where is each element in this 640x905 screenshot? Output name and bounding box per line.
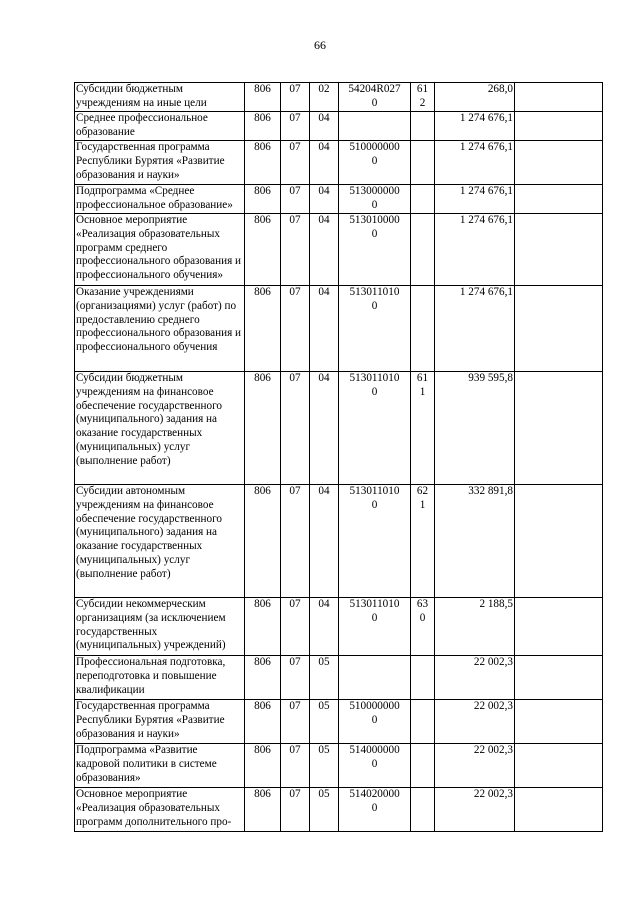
row-amount: 939 595,8 [435, 372, 515, 485]
row-extra [515, 112, 603, 141]
row-name: Среднее профессиональное образование [75, 112, 245, 141]
row-type-code: 61 2 [411, 83, 435, 112]
row-subsection-code: 04 [310, 598, 339, 656]
table-row [75, 214, 603, 286]
row-section-code: 07 [281, 141, 310, 185]
row-name: Подпрограмма «Развитие кадровой политики в системе образования» [75, 744, 245, 788]
table-row [75, 372, 603, 485]
row-section-code: 07 [281, 185, 310, 214]
row-amount: 332 891,8 [435, 485, 515, 598]
row-extra [515, 286, 603, 372]
row-amount: 1 274 676,1 [435, 286, 515, 372]
row-target-code: 513000000 0 [339, 185, 411, 214]
row-section-code: 07 [281, 700, 310, 744]
row-amount: 1 274 676,1 [435, 185, 515, 214]
row-section-code: 07 [281, 788, 310, 832]
row-target-code: 513010000 0 [339, 214, 411, 286]
row-target-code: 510000000 0 [339, 141, 411, 185]
row-name: Субсидии бюджетным учреждениям на финансовое обеспечение государственного (муниципального) задания на оказание государственных (муниципальных) услуг (выполнение работ) [75, 372, 245, 485]
row-type-code [411, 286, 435, 372]
row-ministry-code: 806 [245, 214, 281, 286]
row-section-code: 07 [281, 112, 310, 141]
row-target-code: 514000000 0 [339, 744, 411, 788]
row-ministry-code: 806 [245, 372, 281, 485]
table-row [75, 656, 603, 700]
row-subsection-code: 05 [310, 788, 339, 832]
row-subsection-code: 04 [310, 286, 339, 372]
budget-table [74, 82, 603, 832]
row-type-code [411, 700, 435, 744]
row-name: Субсидии бюджетным учреждениям на иные цели [75, 83, 245, 112]
row-extra [515, 788, 603, 832]
row-extra [515, 214, 603, 286]
table-row [75, 141, 603, 185]
row-section-code: 07 [281, 286, 310, 372]
row-section-code: 07 [281, 83, 310, 112]
row-ministry-code: 806 [245, 83, 281, 112]
row-subsection-code: 04 [310, 141, 339, 185]
row-type-code [411, 141, 435, 185]
table-row [75, 598, 603, 656]
row-type-code: 61 1 [411, 372, 435, 485]
row-subsection-code: 04 [310, 185, 339, 214]
row-subsection-code: 04 [310, 112, 339, 141]
row-name: Государственная программа Республики Бурятия «Развитие образования и науки» [75, 141, 245, 185]
table-row [75, 185, 603, 214]
row-name: Государственная программа Республики Бурятия «Развитие образования и науки» [75, 700, 245, 744]
row-target-code: 510000000 0 [339, 700, 411, 744]
row-ministry-code: 806 [245, 112, 281, 141]
table-row [75, 83, 603, 112]
row-type-code [411, 744, 435, 788]
row-ministry-code: 806 [245, 485, 281, 598]
row-name: Профессиональная подготовка, переподготовка и повышение квалификации [75, 656, 245, 700]
row-target-code [339, 112, 411, 141]
table-row [75, 744, 603, 788]
row-extra [515, 141, 603, 185]
row-target-code [339, 656, 411, 700]
row-ministry-code: 806 [245, 656, 281, 700]
row-extra [515, 372, 603, 485]
row-ministry-code: 806 [245, 286, 281, 372]
row-ministry-code: 806 [245, 141, 281, 185]
row-amount: 22 002,3 [435, 744, 515, 788]
row-section-code: 07 [281, 598, 310, 656]
row-ministry-code: 806 [245, 700, 281, 744]
row-target-code: 514020000 0 [339, 788, 411, 832]
row-ministry-code: 806 [245, 185, 281, 214]
row-target-code: 513011010 0 [339, 372, 411, 485]
row-amount: 1 274 676,1 [435, 214, 515, 286]
row-extra [515, 83, 603, 112]
row-target-code: 513011010 0 [339, 485, 411, 598]
row-ministry-code: 806 [245, 598, 281, 656]
row-extra [515, 700, 603, 744]
row-name: Основное мероприятие «Реализация образовательных программ среднего профессионального образования и профессионального обучения» [75, 214, 245, 286]
page-number: 66 [314, 38, 326, 52]
row-amount: 22 002,3 [435, 788, 515, 832]
row-subsection-code: 05 [310, 656, 339, 700]
row-section-code: 07 [281, 214, 310, 286]
table-body [75, 83, 603, 832]
row-target-code: 54204R027 0 [339, 83, 411, 112]
row-amount: 2 188,5 [435, 598, 515, 656]
row-name: Подпрограмма «Среднее профессиональное образование» [75, 185, 245, 214]
row-subsection-code: 02 [310, 83, 339, 112]
row-name: Субсидии некоммерческим организациям (за исключением государственных (муниципальных) учреждений) [75, 598, 245, 656]
row-amount: 22 002,3 [435, 656, 515, 700]
row-subsection-code: 04 [310, 214, 339, 286]
row-ministry-code: 806 [245, 788, 281, 832]
row-amount: 1 274 676,1 [435, 141, 515, 185]
row-extra [515, 744, 603, 788]
row-section-code: 07 [281, 656, 310, 700]
table-row [75, 788, 603, 832]
row-subsection-code: 04 [310, 485, 339, 598]
row-amount: 22 002,3 [435, 700, 515, 744]
row-type-code [411, 214, 435, 286]
row-type-code [411, 185, 435, 214]
row-type-code [411, 112, 435, 141]
table-row [75, 485, 603, 598]
row-name: Оказание учреждениями (организациями) услуг (работ) по предоставлению среднего профессионального образования и профессионального обучения [75, 286, 245, 372]
table-row [75, 286, 603, 372]
row-extra [515, 598, 603, 656]
row-section-code: 07 [281, 485, 310, 598]
row-extra [515, 485, 603, 598]
row-amount: 268,0 [435, 83, 515, 112]
row-extra [515, 185, 603, 214]
row-subsection-code: 04 [310, 372, 339, 485]
row-section-code: 07 [281, 372, 310, 485]
row-type-code: 62 1 [411, 485, 435, 598]
row-target-code: 513011010 0 [339, 286, 411, 372]
row-section-code: 07 [281, 744, 310, 788]
row-name: Основное мероприятие «Реализация образовательных программ дополнительного про- [75, 788, 245, 832]
row-amount: 1 274 676,1 [435, 112, 515, 141]
table-row [75, 112, 603, 141]
row-target-code: 513011010 0 [339, 598, 411, 656]
row-ministry-code: 806 [245, 744, 281, 788]
row-name: Субсидии автономным учреждениям на финансовое обеспечение государственного (муниципального) задания на оказание государственных (муниципальных) услуг (выполнение работ) [75, 485, 245, 598]
table-row [75, 700, 603, 744]
row-type-code: 63 0 [411, 598, 435, 656]
row-subsection-code: 05 [310, 744, 339, 788]
row-type-code [411, 788, 435, 832]
row-type-code [411, 656, 435, 700]
row-extra [515, 656, 603, 700]
row-subsection-code: 05 [310, 700, 339, 744]
